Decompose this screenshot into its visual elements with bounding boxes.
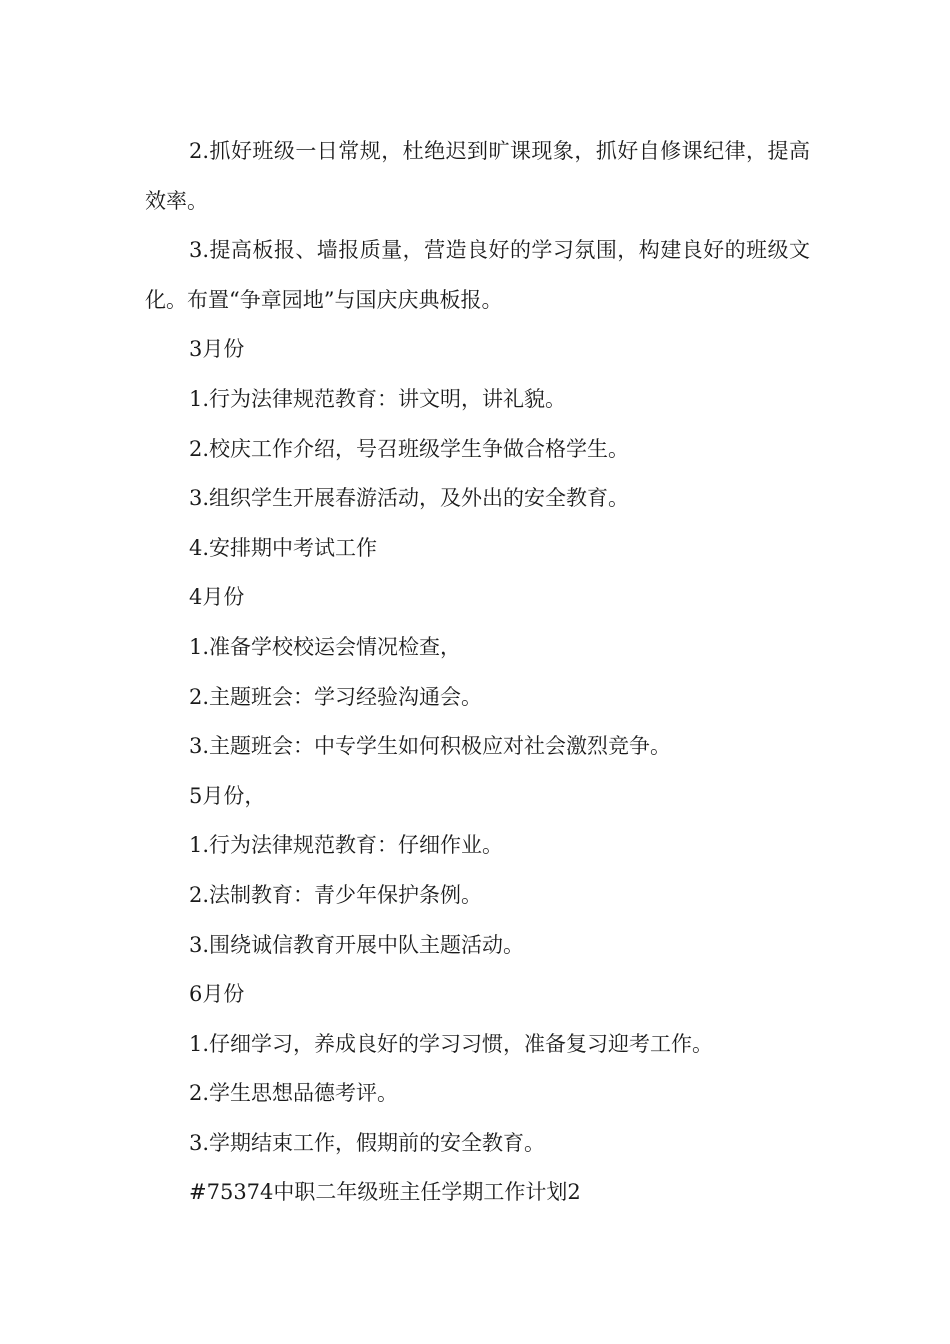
- section-heading-may: 5月份，: [189, 783, 266, 808]
- section-heading-june: 6月份: [189, 982, 245, 1007]
- paragraph: 2.学生思想品德考评。: [189, 1081, 399, 1106]
- paragraph: 2.主题班会：学习经验沟通会。: [189, 684, 483, 709]
- document-body: [145, 127, 810, 1218]
- paragraph: 2.法制教育：青少年保护条例。: [189, 882, 483, 907]
- paragraph: 1.行为法律规范教育：仔细作业。: [189, 833, 504, 858]
- paragraph: 1.行为法律规范教育：讲文明，讲礼貌。: [189, 386, 567, 411]
- section-heading-march: 3月份: [189, 337, 245, 362]
- document-title: #75374中职二年级班主任学期工作计划2: [189, 1180, 581, 1205]
- paragraph: 4.安排期中考试工作: [189, 535, 378, 560]
- paragraph: 3.主题班会：中专学生如何积极应对社会激烈竞争。: [189, 734, 672, 759]
- paragraph: 1.准备学校校运会情况检查，: [189, 634, 462, 659]
- paragraph: 3.组织学生开展春游活动，及外出的安全教育。: [189, 486, 630, 511]
- section-heading-april: 4月份: [189, 585, 245, 610]
- paragraph: 3.学期结束工作，假期前的安全教育。: [189, 1130, 546, 1155]
- paragraph: 3.围绕诚信教育开展中队主题活动。: [189, 932, 525, 957]
- paragraph: 2.校庆工作介绍，号召班级学生争做合格学生。: [189, 436, 630, 461]
- paragraph: 1.仔细学习，养成良好的学习习惯，准备复习迎考工作。: [189, 1031, 714, 1056]
- paragraph: 3.提高板报、墙报质量，营造良好的学习氛围，构建良好的班级文化。布置“争章园地”与国庆庆典板报。: [145, 238, 810, 312]
- paragraph: 2.抓好班级一日常规，杜绝迟到旷课现象，抓好自修课纪律，提高效率。: [145, 139, 810, 213]
